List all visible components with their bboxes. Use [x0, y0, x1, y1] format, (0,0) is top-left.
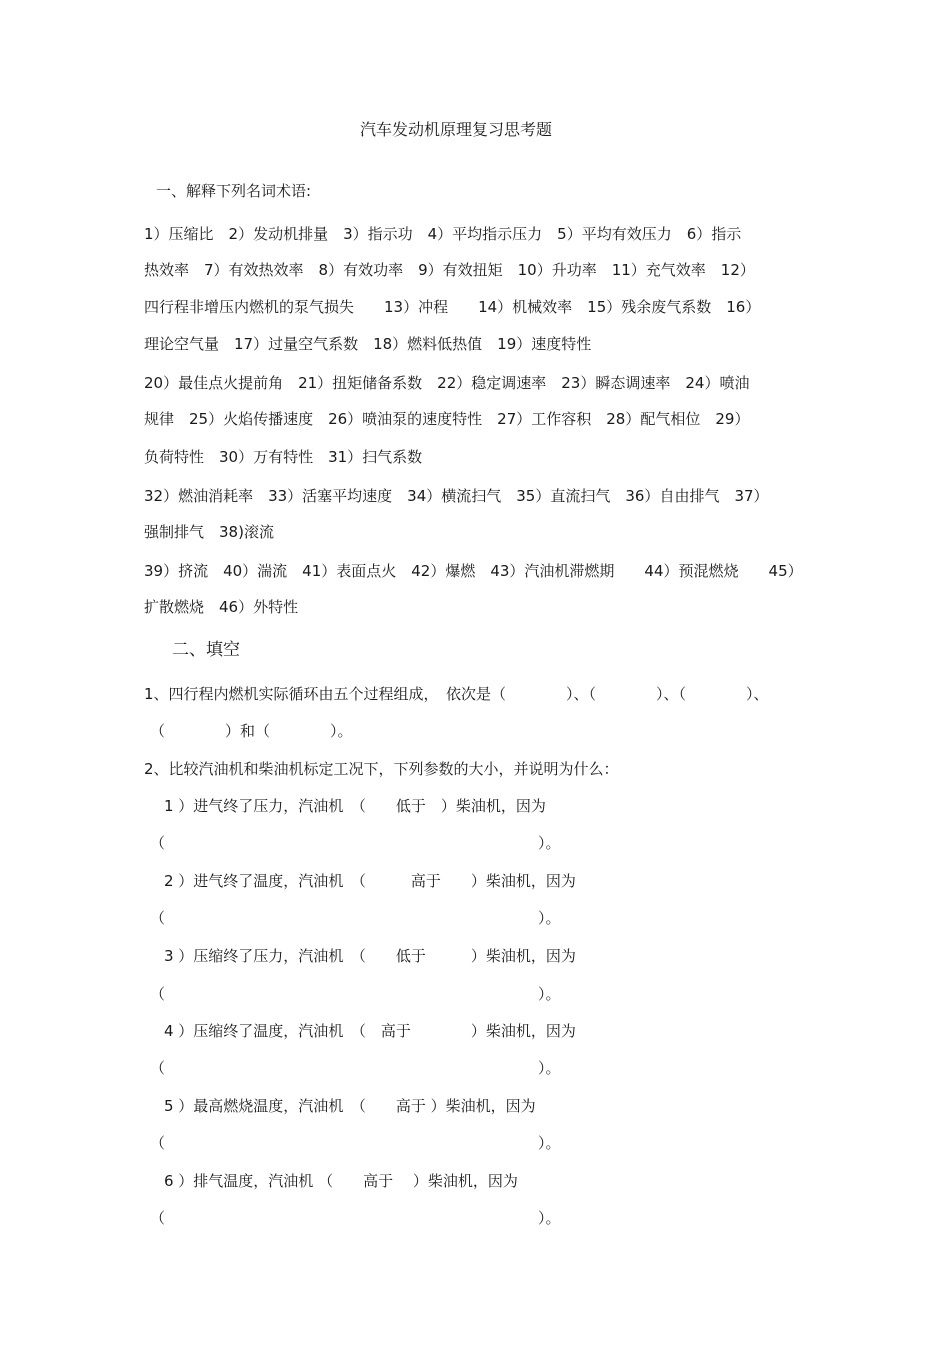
- answer-paren-close: ）。: [538, 985, 561, 1003]
- comparison-item: 4 ）压缩终了温度，汽油机 （ 高于 ）柴油机，因为: [164, 1022, 576, 1040]
- answer-paren-close: ）。: [538, 909, 561, 927]
- comparison-item: 5 ）最高燃烧温度，汽油机 （ 高于 ）柴油机，因为: [164, 1097, 536, 1115]
- term-line: 32）燃油消耗率 33）活塞平均速度 34）横流扫气 35）直流扫气 36）自由排气 37）: [144, 487, 769, 505]
- section-1-heading: 一、解释下列名词术语:: [156, 182, 312, 200]
- answer-paren-close: ）。: [538, 1134, 561, 1152]
- answer-paren-open: （: [150, 1209, 166, 1227]
- term-line: 规律 25）火焰传播速度 26）喷油泵的速度特性 27）工作容积 28）配气相位 29）: [144, 410, 750, 428]
- answer-paren-open: （: [150, 1134, 166, 1152]
- section-2-heading: 二、填空: [172, 640, 240, 660]
- comparison-item: 3 ）压缩终了压力，汽油机 （ 低于 ）柴油机，因为: [164, 947, 576, 965]
- answer-paren-open: （: [150, 1059, 166, 1077]
- term-line: 20）最佳点火提前角 21）扭矩储备系数 22）稳定调速率 23）瞬态调速率 24）喷油: [144, 374, 750, 392]
- question-1-line: 1、四行程内燃机实际循环由五个过程组成， 依次是（ ）、（ ）、（ ）、: [144, 685, 769, 703]
- term-line: 四行程非增压内燃机的泵气损失 13）冲程 14）机械效率 15）残余废气系数 16）: [144, 298, 761, 316]
- comparison-item: 2 ）进气终了温度，汽油机 （ 高于 ）柴油机，因为: [164, 872, 576, 890]
- term-line: 热效率 7）有效热效率 8）有效功率 9）有效扭矩 10）升功率 11）充气效率 12）: [144, 261, 755, 279]
- term-line: 强制排气 38)滚流: [144, 523, 274, 541]
- answer-paren-open: （: [150, 834, 166, 852]
- answer-paren-close: ）。: [538, 1059, 561, 1077]
- answer-paren-close: ）。: [538, 1209, 561, 1227]
- answer-paren-open: （: [150, 909, 166, 927]
- question-1-line: （ ）和（ ）。: [150, 722, 353, 740]
- term-line: 理论空气量 17）过量空气系数 18）燃料低热值 19）速度特性: [144, 335, 592, 353]
- comparison-item: 1 ）进气终了压力，汽油机 （ 低于 ）柴油机，因为: [164, 797, 546, 815]
- term-line: 扩散燃烧 46）外特性: [144, 598, 299, 616]
- term-line: 1）压缩比 2）发动机排量 3）指示功 4）平均指示压力 5）平均有效压力 6）指示: [144, 225, 742, 243]
- answer-paren-open: （: [150, 985, 166, 1003]
- document-title: 汽车发动机原理复习思考题: [360, 120, 553, 139]
- comparison-item: 6 ）排气温度，汽油机 （ 高于 ）柴油机，因为: [164, 1172, 518, 1190]
- answer-paren-close: ）。: [538, 834, 561, 852]
- term-line: 负荷特性 30）万有特性 31）扫气系数: [144, 448, 423, 466]
- question-2-intro: 2、比较汽油机和柴油机标定工况下，下列参数的大小，并说明为什么：: [144, 760, 619, 778]
- term-line: 39）挤流 40）湍流 41）表面点火 42）爆燃 43）汽油机滞燃期 44）预混燃烧 45）: [144, 562, 803, 580]
